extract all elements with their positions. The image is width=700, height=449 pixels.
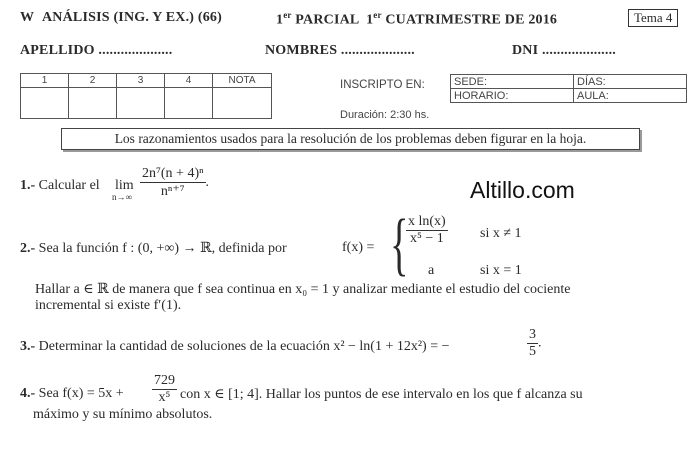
apellido-field[interactable]: APELLIDO ....................	[20, 43, 173, 58]
problem-2-case1	[406, 214, 448, 247]
dias-cell[interactable]: DÍAS:	[574, 75, 687, 89]
parcial-label: PARCIAL	[295, 12, 359, 28]
problem-4-text: Sea f(x) = 5x +	[38, 386, 124, 401]
problem-2-case1-den: x⁵ − 1	[409, 231, 444, 246]
problem-1-numerator: 2n⁷(n + 4)ⁿ	[142, 166, 204, 181]
problem-1-number: 1.-	[20, 178, 36, 193]
problem-2-line2: Hallar a ∈ ℝ de manera que f sea continua en x₀ = 1 y analizar mediante el estudio del cociente	[35, 282, 571, 297]
grade-cell-4[interactable]	[165, 88, 213, 119]
problem-3-body: Determinar la cantidad de soluciones de la ecuación x² − ln(1 + 12x²) = −	[38, 339, 450, 354]
problem-4-line2: máximo y su mínimo absolutos.	[33, 407, 213, 422]
problem-1-end: .	[205, 175, 210, 191]
problem-3-number: 3.-	[20, 339, 36, 354]
cuat-label: CUATRIMESTRE DE 2016	[385, 12, 558, 28]
problem-3-fraction	[527, 327, 542, 360]
problem-1-lim-sub: n→∞	[112, 192, 132, 202]
problem-3-end: .	[538, 335, 542, 351]
grades-table	[20, 73, 272, 119]
problem-1-fraction	[140, 166, 209, 200]
grade-header-3: 3	[117, 74, 165, 88]
horario-cell[interactable]: HORARIO:	[451, 89, 574, 103]
dni-field[interactable]: DNI ....................	[512, 43, 616, 58]
cuat-sup: er	[373, 10, 382, 20]
grade-cell-nota[interactable]	[213, 88, 272, 119]
problem-3-frac-num: 3	[529, 327, 536, 342]
problem-3-text	[20, 339, 450, 355]
problem-2-intro	[20, 240, 287, 257]
watermark-logo: Altillo.com	[470, 177, 575, 203]
left-brace-icon: {	[390, 206, 409, 283]
grade-header-2: 2	[69, 74, 117, 88]
cuat-num: 1	[366, 12, 374, 28]
problem-4-frac-den: x⁵	[158, 390, 171, 405]
problem-2-fx: f(x) =	[342, 240, 375, 255]
grade-header-nota: NOTA	[213, 74, 272, 88]
problem-4-text2: con x ∈ [1; 4]. Hallar los puntos de ese intervalo en los que f alcanza su	[180, 387, 583, 402]
problem-4-number: 4.-	[20, 386, 36, 401]
parcial-num: 1	[276, 12, 284, 28]
problem-3-frac-den: 5	[529, 344, 536, 359]
notice-box: Los razonamientos usados para la resolución de los problemas deben figurar en la hoja.	[61, 128, 640, 150]
grade-header-1: 1	[21, 74, 69, 88]
problem-1-text: Calcular el	[38, 178, 100, 193]
problem-2-case1-num: x ln(x)	[408, 214, 446, 229]
tema-badge: Tema 4	[628, 9, 678, 27]
inscripto-table	[450, 74, 687, 103]
parcial-sup: er	[283, 10, 292, 20]
problem-2-case1-cond: si x ≠ 1	[480, 226, 522, 241]
parcial-title	[276, 10, 557, 29]
problem-1-num	[20, 178, 100, 194]
problem-1-denominator: nⁿ⁺⁷	[160, 184, 185, 199]
problem-2-case2-cond: si x = 1	[480, 263, 522, 278]
problem-2-case2-val: a	[428, 263, 435, 278]
grade-cell-2[interactable]	[69, 88, 117, 119]
problem-4-intro	[20, 386, 124, 402]
nombres-field[interactable]: NOMBRES ....................	[265, 43, 415, 58]
duracion-text: Duración: 2:30 hs.	[340, 109, 430, 121]
problem-2-number: 2.-	[20, 241, 36, 256]
problem-2-line3: incremental si existe f′(1).	[35, 298, 182, 313]
problem-1-lim: lim	[115, 178, 134, 193]
aula-cell[interactable]: AULA:	[574, 89, 687, 103]
inscripto-label: INSCRIPTO EN:	[340, 79, 425, 91]
problem-2-text: Sea la función f : (0, +∞) → ℝ, definida por	[38, 241, 287, 256]
grade-header-4: 4	[165, 74, 213, 88]
grade-cell-1[interactable]	[21, 88, 69, 119]
grade-cell-3[interactable]	[117, 88, 165, 119]
course-title: ANÁLISIS (ING. Y EX.) (66)	[42, 10, 222, 25]
problem-4-fraction	[152, 373, 177, 406]
header-w: W	[20, 10, 35, 25]
sede-cell[interactable]: SEDE:	[451, 75, 574, 89]
problem-4-frac-num: 729	[154, 373, 175, 388]
